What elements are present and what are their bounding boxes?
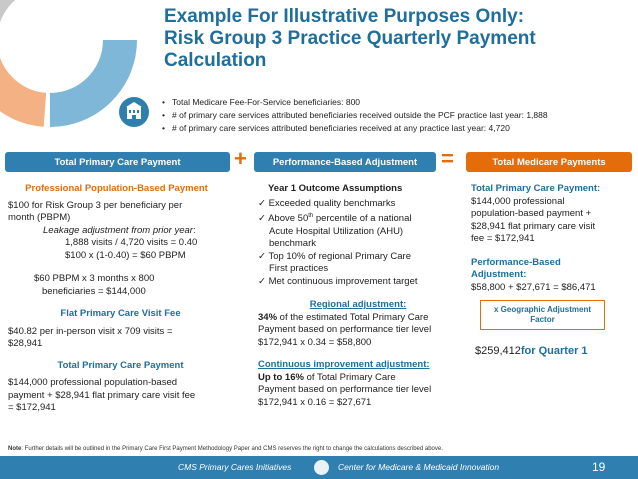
flat-fee-heading: Flat Primary Care Visit Fee <box>60 308 181 319</box>
check-item-cont: benchmark <box>269 238 316 250</box>
flat-fee-line-1: $40.82 per in-person visit x 709 visits = <box>8 325 173 337</box>
check-item-cont: Acute Hospital Utilization (AHU) <box>269 225 404 237</box>
title-line-1: Example For Illustrative Purposes Only: <box>164 6 525 27</box>
pba-line-1: $58,800 + $27,671 = $86,471 <box>471 281 596 293</box>
pba-heading-1: Performance-Based <box>471 256 561 268</box>
bullet-item: • # of primary care services attributed beneficiaries received outside the PCF practice last year: 1,888 <box>162 109 548 122</box>
footnote: Note: Further details will be outlined in the Primary Care First Payment Methodology Paper and CMS reserves the right to change the calculations described above. <box>8 446 443 452</box>
check-item: ✓ Exceeded quality benchmarks <box>258 197 396 209</box>
tpc-line-4: fee = $172,941 <box>471 233 535 244</box>
regional-heading: Regional adjustment: <box>309 299 407 311</box>
bullet-item: • Total Medicare Fee-For-Service beneficiaries: 800 <box>162 96 548 109</box>
pbpm-line-2: beneficiaries = $144,000 <box>42 285 146 297</box>
leakage-label: Leakage adjustment from prior year: <box>43 224 196 236</box>
regional-line-2: Payment based on performance tier level <box>258 324 432 336</box>
quarter-total <box>469 340 633 362</box>
header-total-primary-care: Total Primary Care Payment <box>5 152 230 172</box>
footer-bar <box>0 456 638 479</box>
page-title <box>164 6 624 72</box>
middle-column <box>258 183 458 409</box>
leakage-calc-2: $100 x (1-0.40) = $60 PBPM <box>65 249 186 261</box>
total-payment-line-2: payment + $28,941 flat primary care visit fee <box>8 389 196 401</box>
total-payment-heading: Total Primary Care Payment <box>57 359 184 371</box>
regional-line-1: 34% of the estimated Total Primary Care <box>258 311 429 323</box>
title-line-3: Calculation <box>164 50 267 71</box>
check-item: ✓ Top 10% of regional Primary Care <box>258 250 412 262</box>
header-performance-adjustment: Performance-Based Adjustment <box>254 152 436 172</box>
pba-heading-2: Adjustment: <box>471 269 527 280</box>
quarter-amount: $259,412 <box>475 345 521 357</box>
check-item: ✓ Above 50th percentile of a national <box>258 213 412 225</box>
equals-sign: = <box>441 146 454 171</box>
left-column <box>8 183 233 415</box>
pbp-heading: Professional Population-Based Payment <box>25 183 208 194</box>
continuous-heading: Continuous improvement adjustment: <box>258 359 430 371</box>
footer-left-text: CMS Primary Cares Initiatives <box>178 462 292 472</box>
geo-line-1: x Geographic Adjustment <box>493 305 592 314</box>
footer-right-text: Center for Medicare & Medicaid Innovation <box>338 462 500 472</box>
pbp-line-2: month (PBPM) <box>8 212 71 223</box>
year-heading: Year 1 Outcome Assumptions <box>268 183 403 194</box>
continuous-line-3: $172,941 x 0.16 = $27,671 <box>258 396 372 408</box>
tpc-line-1: $144,000 professional <box>471 195 565 207</box>
continuous-line-2: Payment based on performance tier level <box>258 384 432 396</box>
check-item: ✓ Met continuous improvement target <box>258 275 418 287</box>
leakage-calc-1: 1,888 visits / 4,720 visits = 0.40 <box>65 237 198 248</box>
tpc-line-3: $28,941 flat primary care visit <box>471 220 596 232</box>
tpc-heading: Total Primary Care Payment: <box>471 183 601 194</box>
continuous-line-1: Up to 16% of Total Primary Care <box>258 371 396 383</box>
page-number: 19 <box>592 460 606 474</box>
title-line-2: Risk Group 3 Practice Quarterly Payment <box>164 28 536 49</box>
building-icon <box>119 97 149 127</box>
hhs-logo-icon <box>314 460 329 475</box>
bullet-item: • # of primary care services attributed beneficiaries received at any practice last year: 4,720 <box>162 122 548 135</box>
header-total-medicare: Total Medicare Payments <box>466 152 632 172</box>
quarter-label: for Quarter 1 <box>520 345 588 357</box>
flat-fee-line-2: $28,941 <box>8 338 43 349</box>
right-column <box>471 183 633 294</box>
geographic-adjustment-box <box>480 300 605 330</box>
regional-line-3: $172,941 x 0.34 = $58,800 <box>258 336 372 348</box>
check-item-cont: First practices <box>269 263 329 275</box>
total-payment-line-1: $144,000 professional population-based <box>8 377 178 388</box>
assumption-bullets <box>162 96 548 135</box>
pbpm-line-1: $60 PBPM x 3 months x 800 <box>34 273 155 284</box>
total-payment-line-3: = $172,941 <box>8 402 56 413</box>
geo-line-2: Factor <box>530 315 555 324</box>
plus-sign: + <box>234 146 247 171</box>
tpc-line-2: population-based payment + <box>471 208 592 219</box>
pbp-line-1: $100 for Risk Group 3 per beneficiary per <box>8 199 183 211</box>
